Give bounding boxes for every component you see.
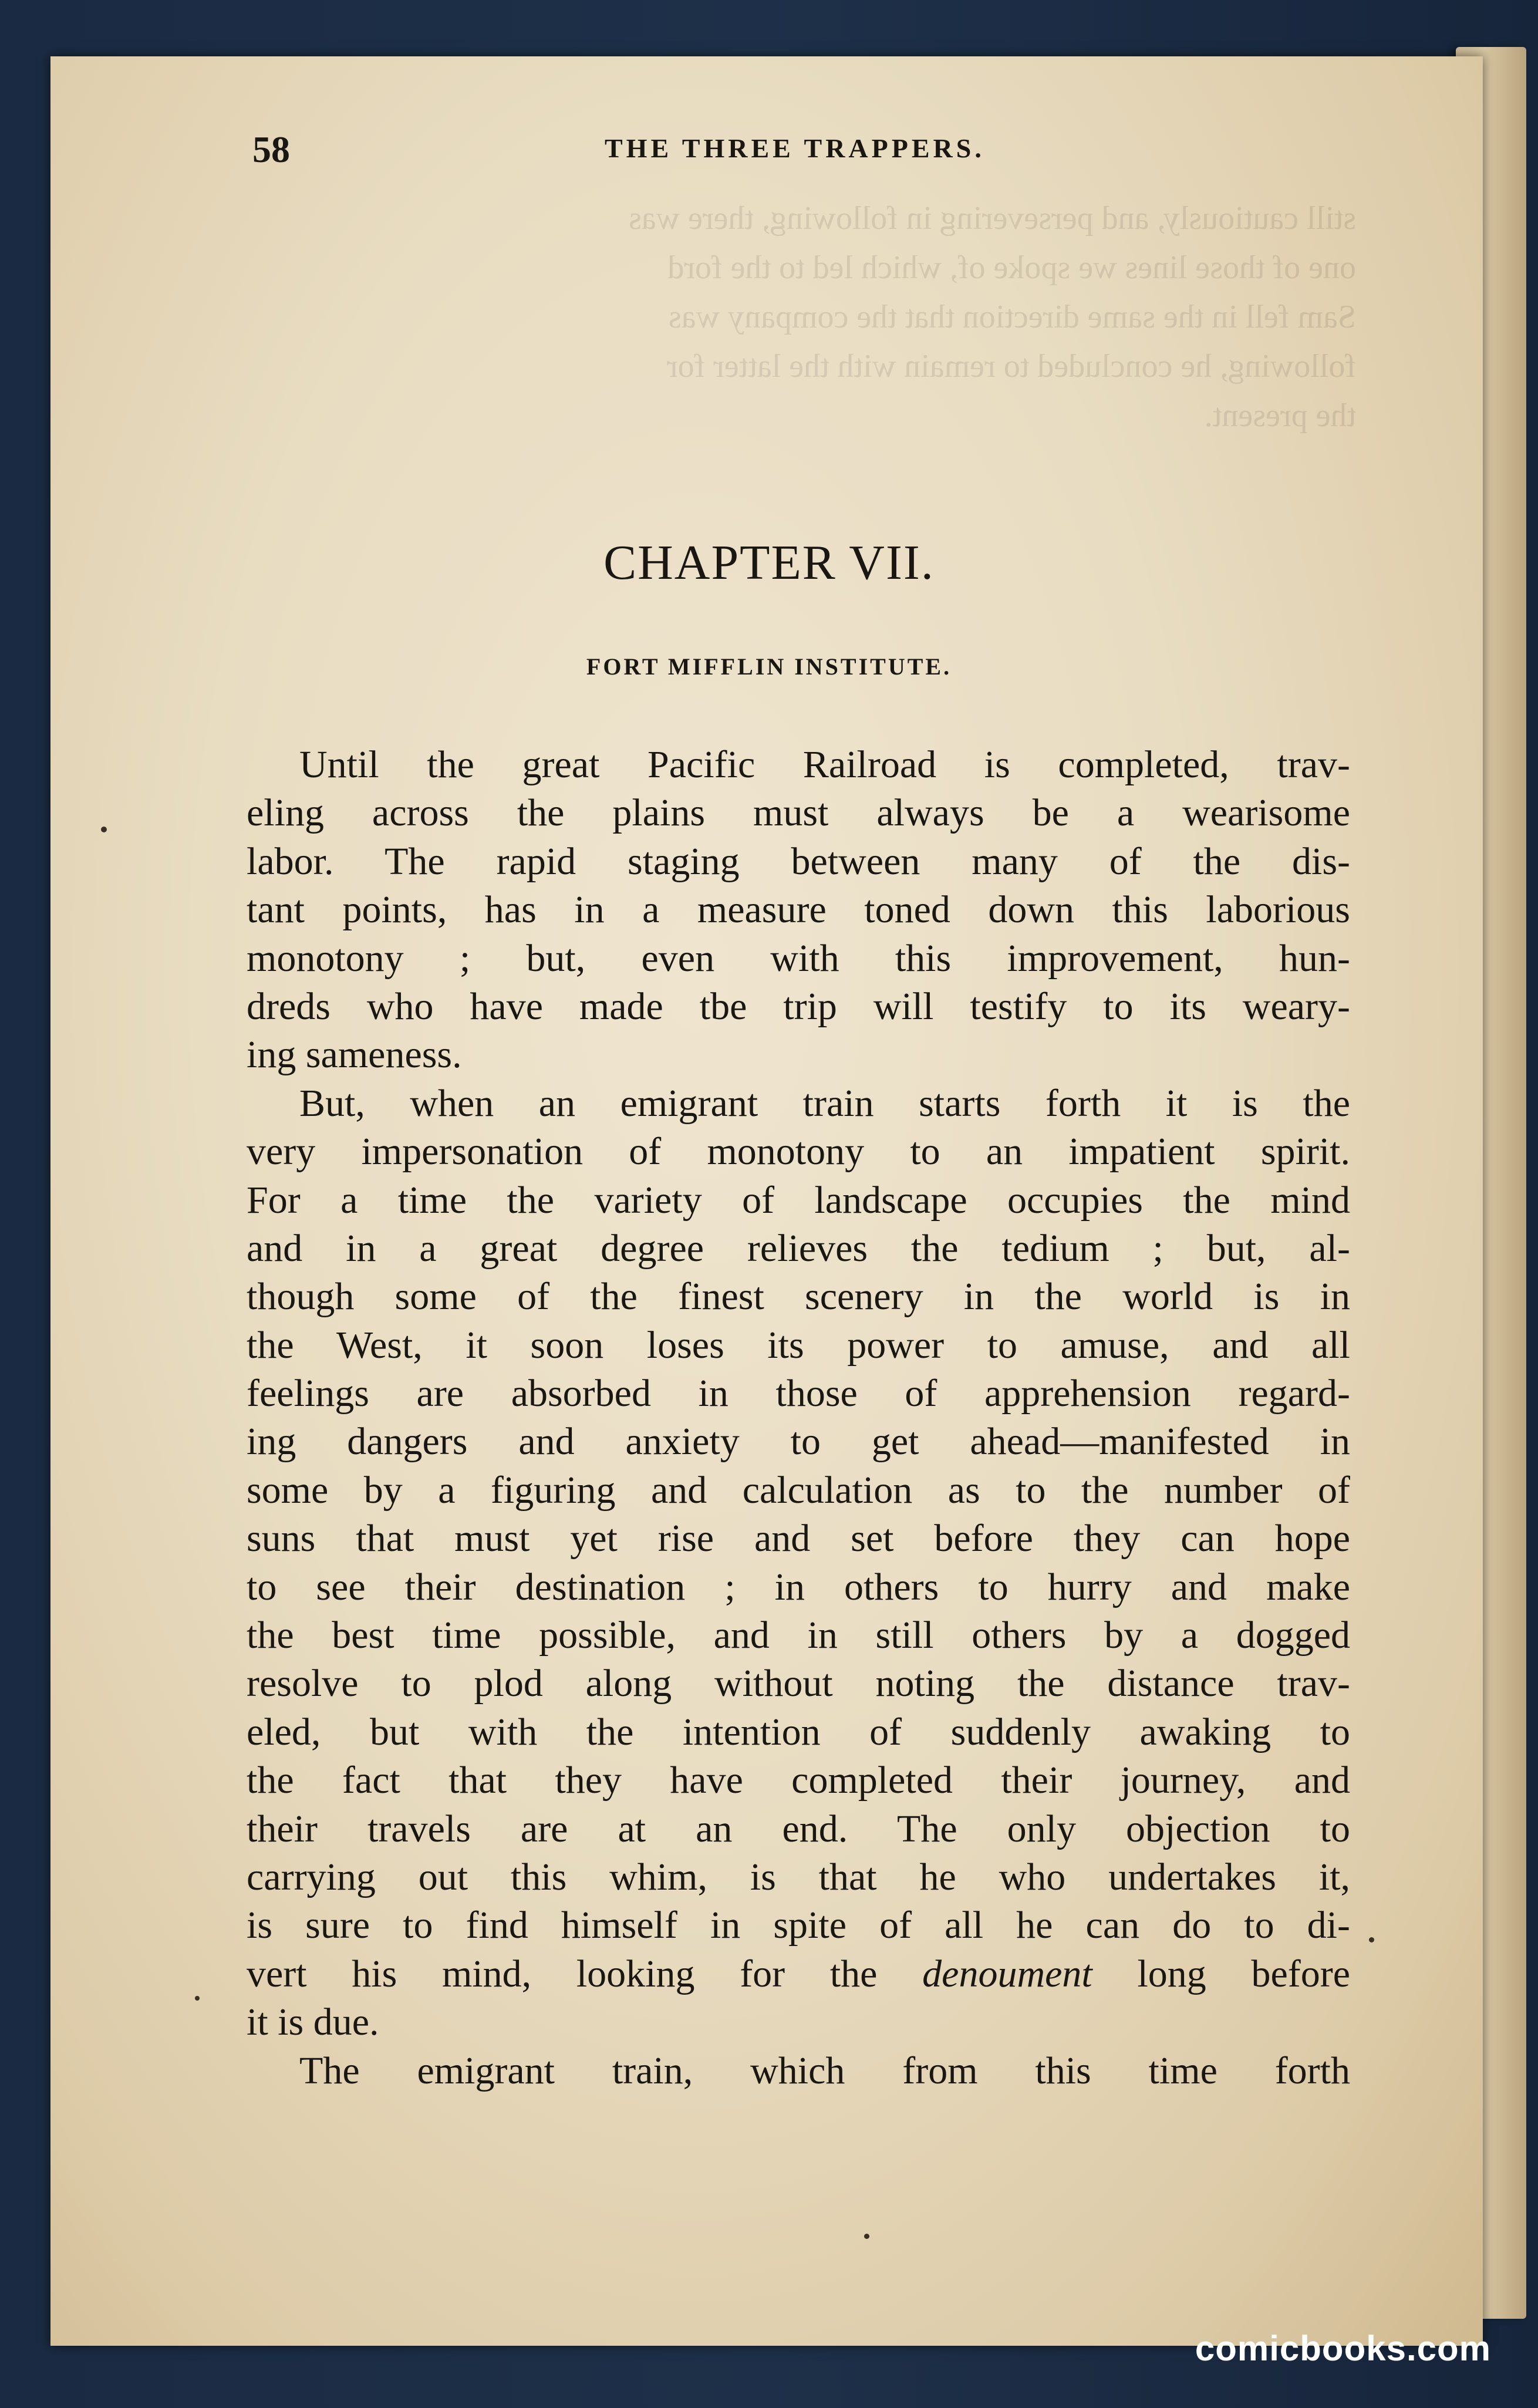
- paper-speck: [1369, 1937, 1374, 1942]
- text-line: For a time the variety of landscape occupies the mind: [247, 1178, 1350, 1222]
- text-line: [247, 1950, 1350, 1998]
- text-line: resolve to plod along without noting the distance trav-: [247, 1662, 1350, 1705]
- text-line: monotony ; but, even with this improvement, hun-: [247, 936, 1350, 980]
- text-line: ing dangers and anxiety to get ahead—manifested in: [247, 1420, 1350, 1463]
- text-line: it is due.: [247, 2001, 379, 2044]
- text-line: the fact that they have completed their journey, and: [247, 1759, 1350, 1802]
- text-line: some by a figuring and calculation as to the number of: [247, 1468, 1350, 1512]
- chapter-subtitle: FORT MIFFLIN INSTITUTE.: [586, 653, 952, 680]
- text-line: labor. The rapid staging between many of the dis-: [247, 839, 1350, 883]
- bleed-line: still cautiously, and persevering in following, there was: [629, 200, 1356, 237]
- text-segment: vert his mind, looking for the: [247, 1952, 878, 1995]
- watermark: comicbooks.com: [1195, 2329, 1491, 2368]
- text-line: eled, but with the intention of suddenly awaking to: [247, 1710, 1350, 1753]
- text-line: though some of the finest scenery in the world is in: [247, 1275, 1350, 1318]
- text-line: the West, it soon loses its power to amuse, and all: [247, 1323, 1350, 1367]
- text-line: and in a great degree relieves the tedium ; but, al-: [247, 1226, 1350, 1270]
- body-text: [247, 741, 1350, 2095]
- text-line: dreds who have made tbe trip will testify to its weary-: [247, 984, 1350, 1028]
- page-number: 58: [252, 129, 290, 170]
- text-segment: long before: [1137, 1952, 1350, 1995]
- text-line: the best time possible, and in still others by a dogged: [247, 1614, 1350, 1657]
- text-line: tant points, has in a measure toned down this laborious: [247, 888, 1350, 932]
- bleed-through-text: [252, 194, 1356, 440]
- text-line: is sure to find himself in spite of all he can do to di-: [247, 1904, 1350, 1947]
- italic-word: denoument: [922, 1952, 1092, 1995]
- text-line: Until the great Pacific Railroad is completed, trav-: [299, 743, 1350, 786]
- chapter-title: CHAPTER VII.: [603, 535, 935, 590]
- text-line: to see their destination ; in others to hurry and make: [247, 1565, 1350, 1608]
- bleed-line: one of those lines we spoke of, which led to the ford: [667, 249, 1356, 286]
- bleed-line: the present.: [1204, 397, 1356, 434]
- text-line: ing sameness.: [247, 1033, 462, 1077]
- paper-speck: [864, 2234, 869, 2239]
- text-line: carrying out this whim, is that he who undertakes it,: [247, 1855, 1350, 1898]
- bleed-line: Sam fell in the same direction that the company was: [669, 299, 1356, 335]
- bleed-line: following, he concluded to remain with the latter for: [666, 348, 1356, 385]
- paper-speck: [101, 827, 107, 832]
- text-line: The emigrant train, which from this time forth: [299, 2049, 1350, 2092]
- paper-speck: [195, 1996, 200, 2001]
- text-line: eling across the plains must always be a wearisome: [247, 791, 1350, 835]
- text-line: feelings are absorbed in those of apprehension regard-: [247, 1372, 1350, 1415]
- running-head: THE THREE TRAPPERS.: [605, 133, 985, 163]
- text-line: suns that must yet rise and set before they can hope: [247, 1517, 1350, 1560]
- text-line: their travels are at an end. The only objection to: [247, 1807, 1350, 1850]
- text-line: But, when an emigrant train starts forth it is the: [299, 1081, 1350, 1125]
- text-line: very impersonation of monotony to an impatient spirit.: [247, 1130, 1350, 1173]
